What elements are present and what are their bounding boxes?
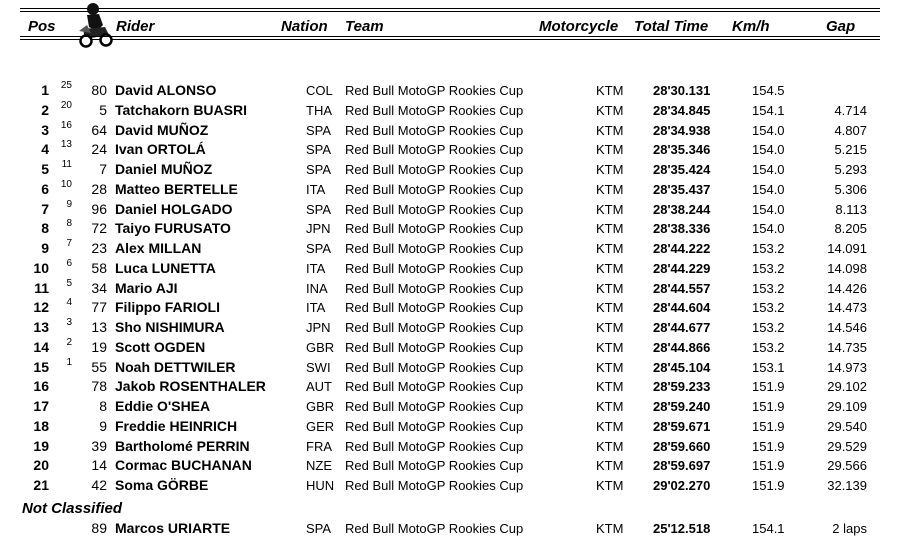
team-cell: Red Bull MotoGP Rookies Cup: [345, 280, 524, 296]
position-cell: 5: [41, 161, 49, 177]
points-cell: 20: [60, 99, 72, 111]
nation-cell: NZE: [306, 458, 332, 474]
rider-number-cell: 58: [91, 259, 107, 276]
gap-cell: 29.540: [827, 418, 867, 434]
nation-cell: SPA: [306, 162, 332, 177]
gap-cell: 14.091: [827, 241, 867, 256]
total-time-cell: 28'35.437: [653, 181, 711, 197]
speed-cell: 154.0: [752, 122, 785, 138]
total-time-cell: 28'30.131: [653, 83, 711, 98]
result-row: [0, 416, 900, 436]
total-time-cell: 28'35.346: [653, 142, 711, 158]
team-cell: Red Bull MotoGP Rookies Cup: [345, 181, 524, 197]
points-cell: 9: [66, 198, 72, 210]
position-cell: 6: [41, 180, 49, 197]
motorcycle-cell: KTM: [596, 458, 624, 474]
motorcycle-cell: KTM: [596, 399, 624, 414]
total-time-cell: 29'02.270: [653, 478, 711, 493]
gap-cell: 8.205: [834, 221, 867, 237]
motorcycle-cell: KTM: [596, 102, 624, 118]
rider-number-cell: 39: [91, 437, 107, 454]
rider-number-cell: 89: [91, 520, 107, 536]
position-cell: 12: [33, 299, 49, 316]
total-time-cell: 28'34.938: [653, 122, 711, 138]
header-kmh: Km/h: [732, 18, 770, 35]
position-cell: 9: [41, 240, 49, 256]
nation-cell: SPA: [306, 241, 332, 256]
gap-cell: 14.426: [827, 280, 867, 296]
result-row: [0, 159, 900, 179]
nation-cell: ITA: [306, 181, 326, 197]
rider-name-cell: Filippo FARIOLI: [115, 299, 220, 316]
position-cell: 3: [41, 121, 49, 138]
nation-cell: SPA: [306, 142, 332, 158]
team-cell: Red Bull MotoGP Rookies Cup: [345, 122, 524, 138]
rider-name-cell: Ivan ORTOLÁ: [115, 141, 206, 158]
gap-cell: 5.215: [834, 142, 867, 158]
gap-cell: 5.306: [834, 181, 867, 197]
total-time-cell: 25'12.518: [653, 521, 711, 536]
result-row: [0, 475, 900, 495]
team-cell: Red Bull MotoGP Rookies Cup: [345, 458, 524, 474]
speed-cell: 151.9: [752, 379, 785, 395]
motorcycle-cell: KTM: [596, 280, 624, 296]
motorcycle-cell: KTM: [596, 142, 624, 158]
rider-number-cell: 24: [91, 141, 107, 158]
results-header: [20, 8, 880, 40]
points-cell: 4: [66, 297, 72, 309]
rider-name-cell: Daniel MUÑOZ: [115, 161, 213, 177]
gap-cell: 29.529: [827, 438, 867, 454]
rider-name-cell: David ALONSO: [115, 82, 217, 98]
team-cell: Red Bull MotoGP Rookies Cup: [345, 379, 524, 395]
result-row: [0, 100, 900, 120]
total-time-cell: 28'34.845: [653, 102, 711, 118]
points-cell: 11: [61, 159, 72, 170]
motorcycle-cell: KTM: [596, 320, 624, 335]
gap-cell: 29.566: [827, 458, 867, 474]
points-cell: 6: [66, 257, 72, 269]
points-cell: 13: [60, 139, 72, 151]
points-cell: 2: [66, 336, 72, 348]
rider-name-cell: Sho NISHIMURA: [115, 319, 225, 335]
position-cell: 1: [41, 82, 49, 98]
position-cell: 21: [33, 477, 49, 493]
nation-cell: GBR: [306, 339, 335, 355]
gap-cell: 32.139: [827, 478, 867, 493]
total-time-cell: 28'44.604: [653, 300, 711, 316]
result-row: [0, 455, 900, 475]
result-row: [0, 337, 900, 357]
team-cell: Red Bull MotoGP Rookies Cup: [345, 83, 524, 98]
motorcycle-rider-icon: [73, 1, 117, 49]
rider-name-cell: David MUÑOZ: [115, 121, 209, 138]
result-row: [0, 317, 900, 337]
nation-cell: COL: [306, 83, 333, 98]
motorcycle-cell: KTM: [596, 339, 624, 355]
motorcycle-cell: KTM: [596, 359, 624, 375]
rider-name-cell: Scott OGDEN: [115, 338, 206, 355]
position-cell: 2: [41, 101, 49, 118]
rider-name-cell: Matteo BERTELLE: [115, 180, 238, 197]
gap-cell: 14.546: [827, 320, 867, 335]
rider-name-cell: Eddie O'SHEA: [115, 398, 211, 414]
position-cell: 15: [33, 358, 49, 375]
speed-cell: 153.2: [752, 260, 785, 276]
speed-cell: 154.5: [752, 83, 785, 98]
rider-number-cell: 7: [99, 161, 107, 177]
motorcycle-cell: KTM: [596, 162, 624, 177]
total-time-cell: 28'38.336: [653, 221, 711, 237]
position-cell: 18: [33, 417, 49, 434]
nation-cell: INA: [306, 280, 328, 296]
motorcycle-cell: KTM: [596, 300, 624, 316]
speed-cell: 153.2: [752, 339, 785, 355]
nation-cell: AUT: [306, 379, 332, 395]
team-cell: Red Bull MotoGP Rookies Cup: [345, 241, 524, 256]
motorcycle-cell: KTM: [596, 221, 624, 237]
result-row: [0, 518, 900, 538]
rider-name-cell: Bartholomé PERRIN: [115, 437, 250, 454]
header-pos: Pos: [28, 18, 56, 35]
speed-cell: 153.2: [752, 280, 785, 296]
speed-cell: 151.9: [752, 438, 785, 454]
team-cell: Red Bull MotoGP Rookies Cup: [345, 399, 524, 414]
header-rider: Rider: [116, 18, 155, 35]
gap-cell: 8.113: [835, 201, 867, 217]
total-time-cell: 28'44.229: [653, 260, 711, 276]
team-cell: Red Bull MotoGP Rookies Cup: [345, 418, 524, 434]
points-cell: 5: [66, 277, 72, 289]
speed-cell: 153.2: [752, 320, 785, 335]
position-cell: 17: [33, 398, 49, 414]
result-row: [0, 238, 900, 258]
total-time-cell: 28'44.222: [653, 241, 711, 256]
speed-cell: 154.1: [752, 102, 785, 118]
total-time-cell: 28'38.244: [653, 201, 711, 217]
motorcycle-cell: KTM: [596, 260, 624, 276]
total-time-cell: 28'45.104: [653, 359, 711, 375]
gap-cell: 14.473: [827, 300, 867, 316]
points-cell: 8: [66, 218, 72, 230]
points-cell: 3: [66, 317, 72, 328]
rider-number-cell: 64: [91, 121, 107, 138]
speed-cell: 151.9: [752, 418, 785, 434]
rider-name-cell: Luca LUNETTA: [115, 259, 216, 276]
nation-cell: SPA: [306, 521, 332, 536]
rider-number-cell: 19: [91, 338, 107, 355]
rider-number-cell: 5: [99, 101, 107, 118]
gap-cell: 14.973: [827, 359, 867, 375]
team-cell: Red Bull MotoGP Rookies Cup: [345, 478, 524, 493]
points-cell: 1: [66, 356, 72, 368]
motorcycle-cell: KTM: [596, 201, 624, 217]
team-cell: Red Bull MotoGP Rookies Cup: [345, 359, 524, 375]
team-cell: Red Bull MotoGP Rookies Cup: [345, 201, 524, 217]
total-time-cell: 28'59.671: [653, 418, 711, 434]
gap-cell: 14.735: [827, 339, 867, 355]
nation-cell: HUN: [306, 478, 335, 493]
team-cell: Red Bull MotoGP Rookies Cup: [345, 260, 524, 276]
position-cell: 4: [41, 141, 49, 158]
team-cell: Red Bull MotoGP Rookies Cup: [345, 521, 524, 536]
position-cell: 7: [41, 200, 49, 217]
speed-cell: 154.0: [752, 221, 785, 237]
total-time-cell: 28'44.677: [653, 320, 711, 335]
position-cell: 11: [34, 279, 49, 296]
gap-cell: 4.714: [834, 102, 867, 118]
nation-cell: JPN: [306, 320, 331, 335]
rider-number-cell: 9: [99, 417, 107, 434]
nation-cell: SPA: [306, 122, 332, 138]
rider-name-cell: Alex MILLAN: [115, 240, 202, 256]
nation-cell: SWI: [306, 359, 331, 375]
gap-cell: 29.102: [827, 379, 867, 395]
rider-number-cell: 14: [91, 457, 107, 474]
rider-number-cell: 96: [91, 200, 107, 217]
team-cell: Red Bull MotoGP Rookies Cup: [345, 102, 524, 118]
position-cell: 13: [33, 319, 49, 335]
rider-number-cell: 34: [91, 279, 107, 296]
position-cell: 16: [33, 378, 49, 395]
rider-number-cell: 80: [91, 82, 107, 98]
rider-number-cell: 78: [91, 378, 107, 395]
total-time-cell: 28'59.697: [653, 458, 711, 474]
result-row: [0, 218, 900, 238]
nation-cell: GBR: [306, 399, 335, 414]
speed-cell: 151.9: [752, 399, 785, 414]
team-cell: Red Bull MotoGP Rookies Cup: [345, 438, 524, 454]
speed-cell: 151.9: [752, 478, 785, 493]
header-total-time: Total Time: [634, 18, 709, 35]
position-cell: 10: [33, 259, 49, 276]
total-time-cell: 28'44.866: [653, 339, 711, 355]
gap-cell: 2 laps: [832, 521, 867, 536]
rider-name-cell: Mario AJI: [115, 279, 178, 296]
speed-cell: 153.2: [752, 300, 785, 316]
result-row: [0, 80, 900, 100]
gap-cell: 29.109: [827, 399, 867, 414]
result-row: [0, 376, 900, 396]
result-row: [0, 396, 900, 416]
rider-name-cell: Marcos URIARTE: [115, 520, 231, 536]
rider-name-cell: Tatchakorn BUASRI: [115, 101, 247, 118]
rider-name-cell: Noah DETTWILER: [115, 358, 236, 375]
total-time-cell: 28'59.233: [653, 379, 711, 395]
total-time-cell: 28'59.240: [653, 399, 711, 414]
team-cell: Red Bull MotoGP Rookies Cup: [345, 339, 524, 355]
result-row: [0, 357, 900, 377]
team-cell: Red Bull MotoGP Rookies Cup: [345, 320, 524, 335]
result-row: [0, 436, 900, 456]
rider-name-cell: Taiyo FURUSATO: [115, 220, 231, 237]
position-cell: 20: [33, 457, 49, 474]
rider-name-cell: Freddie HEINRICH: [115, 417, 238, 434]
result-row: [0, 139, 900, 159]
speed-cell: 153.2: [752, 241, 785, 256]
total-time-cell: 28'59.660: [653, 438, 711, 454]
team-cell: Red Bull MotoGP Rookies Cup: [345, 162, 524, 177]
motorcycle-cell: KTM: [596, 83, 624, 98]
motorcycle-cell: KTM: [596, 521, 624, 536]
points-cell: 10: [60, 178, 72, 190]
result-row: [0, 297, 900, 317]
position-cell: 19: [33, 437, 49, 454]
result-row: [0, 199, 900, 219]
points-cell: 7: [66, 238, 72, 249]
header-team: Team: [345, 18, 384, 35]
motorcycle-cell: KTM: [596, 241, 624, 256]
gap-cell: 4.807: [834, 122, 867, 138]
not-classified-label: Not Classified: [22, 500, 123, 517]
nation-cell: GER: [306, 418, 335, 434]
speed-cell: 153.1: [752, 359, 785, 375]
motorcycle-cell: KTM: [596, 122, 624, 138]
position-cell: 8: [41, 220, 49, 237]
speed-cell: 154.0: [752, 162, 785, 177]
total-time-cell: 28'35.424: [653, 162, 711, 177]
header-motorcycle: Motorcycle: [539, 18, 619, 35]
nation-cell: JPN: [306, 221, 331, 237]
result-row: [0, 258, 900, 278]
gap-cell: 14.098: [827, 260, 867, 276]
result-row: [0, 278, 900, 298]
gap-cell: 5.293: [834, 162, 867, 177]
team-cell: Red Bull MotoGP Rookies Cup: [345, 300, 524, 316]
header-gap: Gap: [826, 18, 856, 35]
points-cell: 25: [60, 80, 72, 91]
speed-cell: 151.9: [752, 458, 785, 474]
nation-cell: THA: [306, 102, 332, 118]
rider-name-cell: Jakob ROSENTHALER: [115, 378, 266, 395]
rider-name-cell: Daniel HOLGADO: [115, 200, 233, 217]
team-cell: Red Bull MotoGP Rookies Cup: [345, 142, 524, 158]
motorcycle-cell: KTM: [596, 181, 624, 197]
team-cell: Red Bull MotoGP Rookies Cup: [345, 221, 524, 237]
motorcycle-cell: KTM: [596, 478, 624, 493]
nation-cell: SPA: [306, 201, 332, 217]
speed-cell: 154.0: [752, 181, 785, 197]
result-row: [0, 179, 900, 199]
motorcycle-cell: KTM: [596, 438, 624, 454]
rider-number-cell: 72: [91, 220, 107, 237]
rider-name-cell: Cormac BUCHANAN: [115, 457, 252, 474]
speed-cell: 154.0: [752, 142, 785, 158]
result-row: [0, 120, 900, 140]
rider-name-cell: Soma GÖRBE: [115, 477, 209, 493]
rider-number-cell: 77: [91, 299, 107, 316]
header-nation: Nation: [281, 18, 328, 35]
rider-number-cell: 42: [91, 477, 107, 493]
nation-cell: ITA: [306, 260, 326, 276]
rider-number-cell: 23: [91, 240, 107, 256]
motorcycle-cell: KTM: [596, 379, 624, 395]
rider-number-cell: 28: [91, 180, 107, 197]
rider-number-cell: 8: [99, 398, 107, 414]
motorcycle-cell: KTM: [596, 418, 624, 434]
position-cell: 14: [33, 338, 49, 355]
speed-cell: 154.1: [752, 521, 785, 536]
nation-cell: ITA: [306, 300, 326, 316]
rider-number-cell: 13: [91, 319, 107, 335]
rider-number-cell: 55: [91, 358, 107, 375]
total-time-cell: 28'44.557: [653, 280, 711, 296]
points-cell: 16: [60, 119, 72, 131]
speed-cell: 154.0: [752, 201, 785, 217]
nation-cell: FRA: [306, 438, 332, 454]
